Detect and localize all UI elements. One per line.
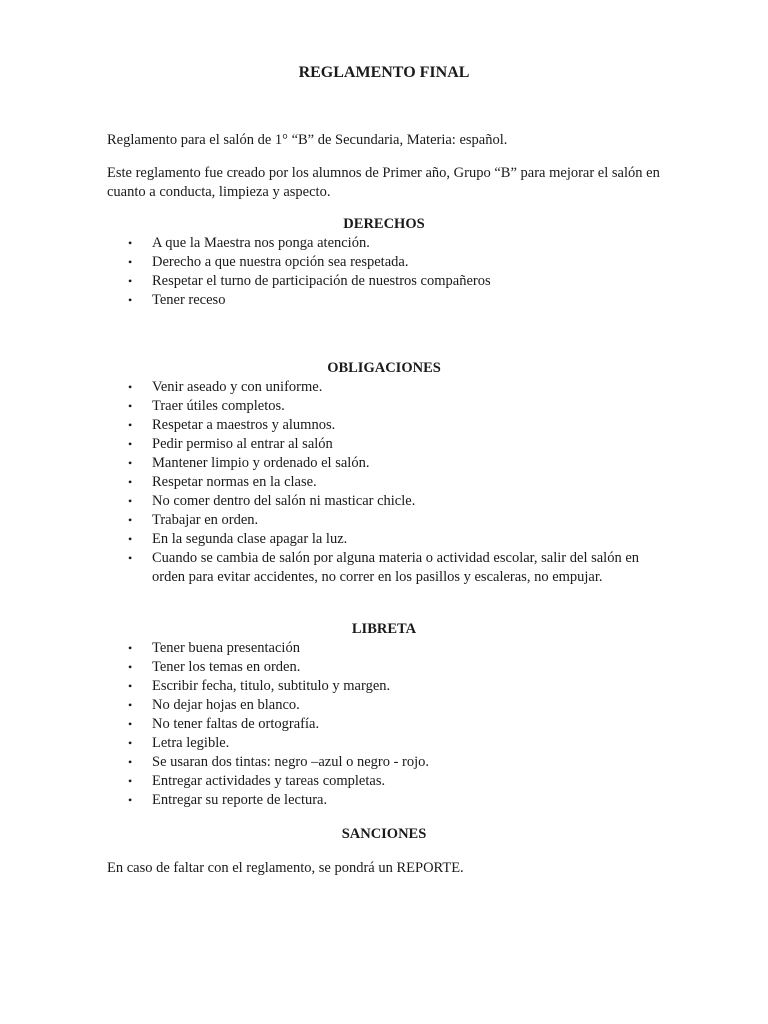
- obligaciones-list: [125, 378, 665, 587]
- list-item: • Escribir fecha, titulo, subtitulo y margen.: [128, 678, 391, 694]
- list-item: • Entregar actividades y tareas completas.: [128, 773, 386, 789]
- list-item: • Respetar a maestros y alumnos.: [128, 417, 336, 433]
- list-item: • Entregar su reporte de lectura.: [128, 792, 328, 808]
- bullet-icon: •: [128, 293, 133, 307]
- bullet-icon: •: [128, 679, 133, 693]
- list-item: • No dejar hojas en blanco.: [128, 697, 300, 713]
- bullet-icon: •: [128, 236, 133, 250]
- bullet-icon: •: [128, 494, 133, 508]
- list-item: • Letra legible.: [128, 735, 230, 751]
- bullet-icon: •: [128, 274, 133, 288]
- list-item: • Trabajar en orden.: [128, 512, 259, 528]
- bullet-icon: •: [128, 660, 133, 674]
- bullet-icon: •: [128, 255, 133, 269]
- bullet-icon: •: [128, 736, 133, 750]
- sanciones-heading: SANCIONES: [341, 826, 427, 842]
- intro-paragraph: Reglamento para el salón de 1° “B” de Secundaria, Materia: español.: [107, 132, 508, 148]
- bullet-icon: •: [128, 437, 133, 451]
- sanciones-paragraph: En caso de faltar con el reglamento, se pondrá un REPORTE.: [107, 860, 464, 876]
- bullet-icon: •: [128, 513, 133, 527]
- derechos-list: [125, 234, 665, 310]
- bullet-icon: •: [128, 399, 133, 413]
- bullet-icon: •: [128, 418, 133, 432]
- list-item: • Mantener limpio y ordenado el salón.: [128, 455, 370, 471]
- bullet-icon: •: [128, 380, 133, 394]
- list-item: • Cuando se cambia de salón por alguna materia o actividad escolar, salir del salón en orden para evitar accidentes, no correr en los pasillos y escaleras, no empujar.: [128, 550, 640, 585]
- document-title: REGLAMENTO FINAL: [298, 64, 470, 81]
- libreta-heading: LIBRETA: [351, 621, 417, 637]
- bullet-icon: •: [128, 698, 133, 712]
- obligaciones-heading: OBLIGACIONES: [327, 360, 441, 376]
- bullet-icon: •: [128, 475, 133, 489]
- list-item: • A que la Maestra nos ponga atención.: [128, 235, 370, 251]
- list-item: • Venir aseado y con uniforme.: [128, 379, 323, 395]
- derechos-heading: DERECHOS: [343, 216, 425, 232]
- list-item: • Tener buena presentación: [128, 640, 300, 656]
- list-item: • No comer dentro del salón ni masticar chicle.: [128, 493, 416, 509]
- bullet-icon: •: [128, 774, 133, 788]
- list-item: • Respetar normas en la clase.: [128, 474, 317, 490]
- bullet-icon: •: [128, 793, 133, 807]
- list-item: • En la segunda clase apagar la luz.: [128, 531, 348, 547]
- list-item: • Traer útiles completos.: [128, 398, 285, 414]
- description-paragraph: Este reglamento fue creado por los alumnos de Primer año, Grupo “B” para mejorar el salón en cuanto a conducta, limpieza y aspecto.: [107, 165, 660, 200]
- bullet-icon: •: [128, 755, 133, 769]
- list-item: • Tener los temas en orden.: [128, 659, 301, 675]
- bullet-icon: •: [128, 456, 133, 470]
- list-item: • Tener receso: [128, 292, 226, 308]
- bullet-icon: •: [128, 532, 133, 546]
- list-item: • Respetar el turno de participación de nuestros compañeros: [128, 273, 491, 289]
- list-item: • Se usaran dos tintas: negro –azul o negro - rojo.: [128, 754, 430, 770]
- list-item: • Derecho a que nuestra opción sea respetada.: [128, 254, 409, 270]
- bullet-icon: •: [128, 551, 133, 565]
- bullet-icon: •: [128, 717, 133, 731]
- libreta-list: [125, 639, 665, 810]
- bullet-icon: •: [128, 641, 133, 655]
- list-item: • Pedir permiso al entrar al salón: [128, 436, 333, 452]
- list-item: • No tener faltas de ortografía.: [128, 716, 320, 732]
